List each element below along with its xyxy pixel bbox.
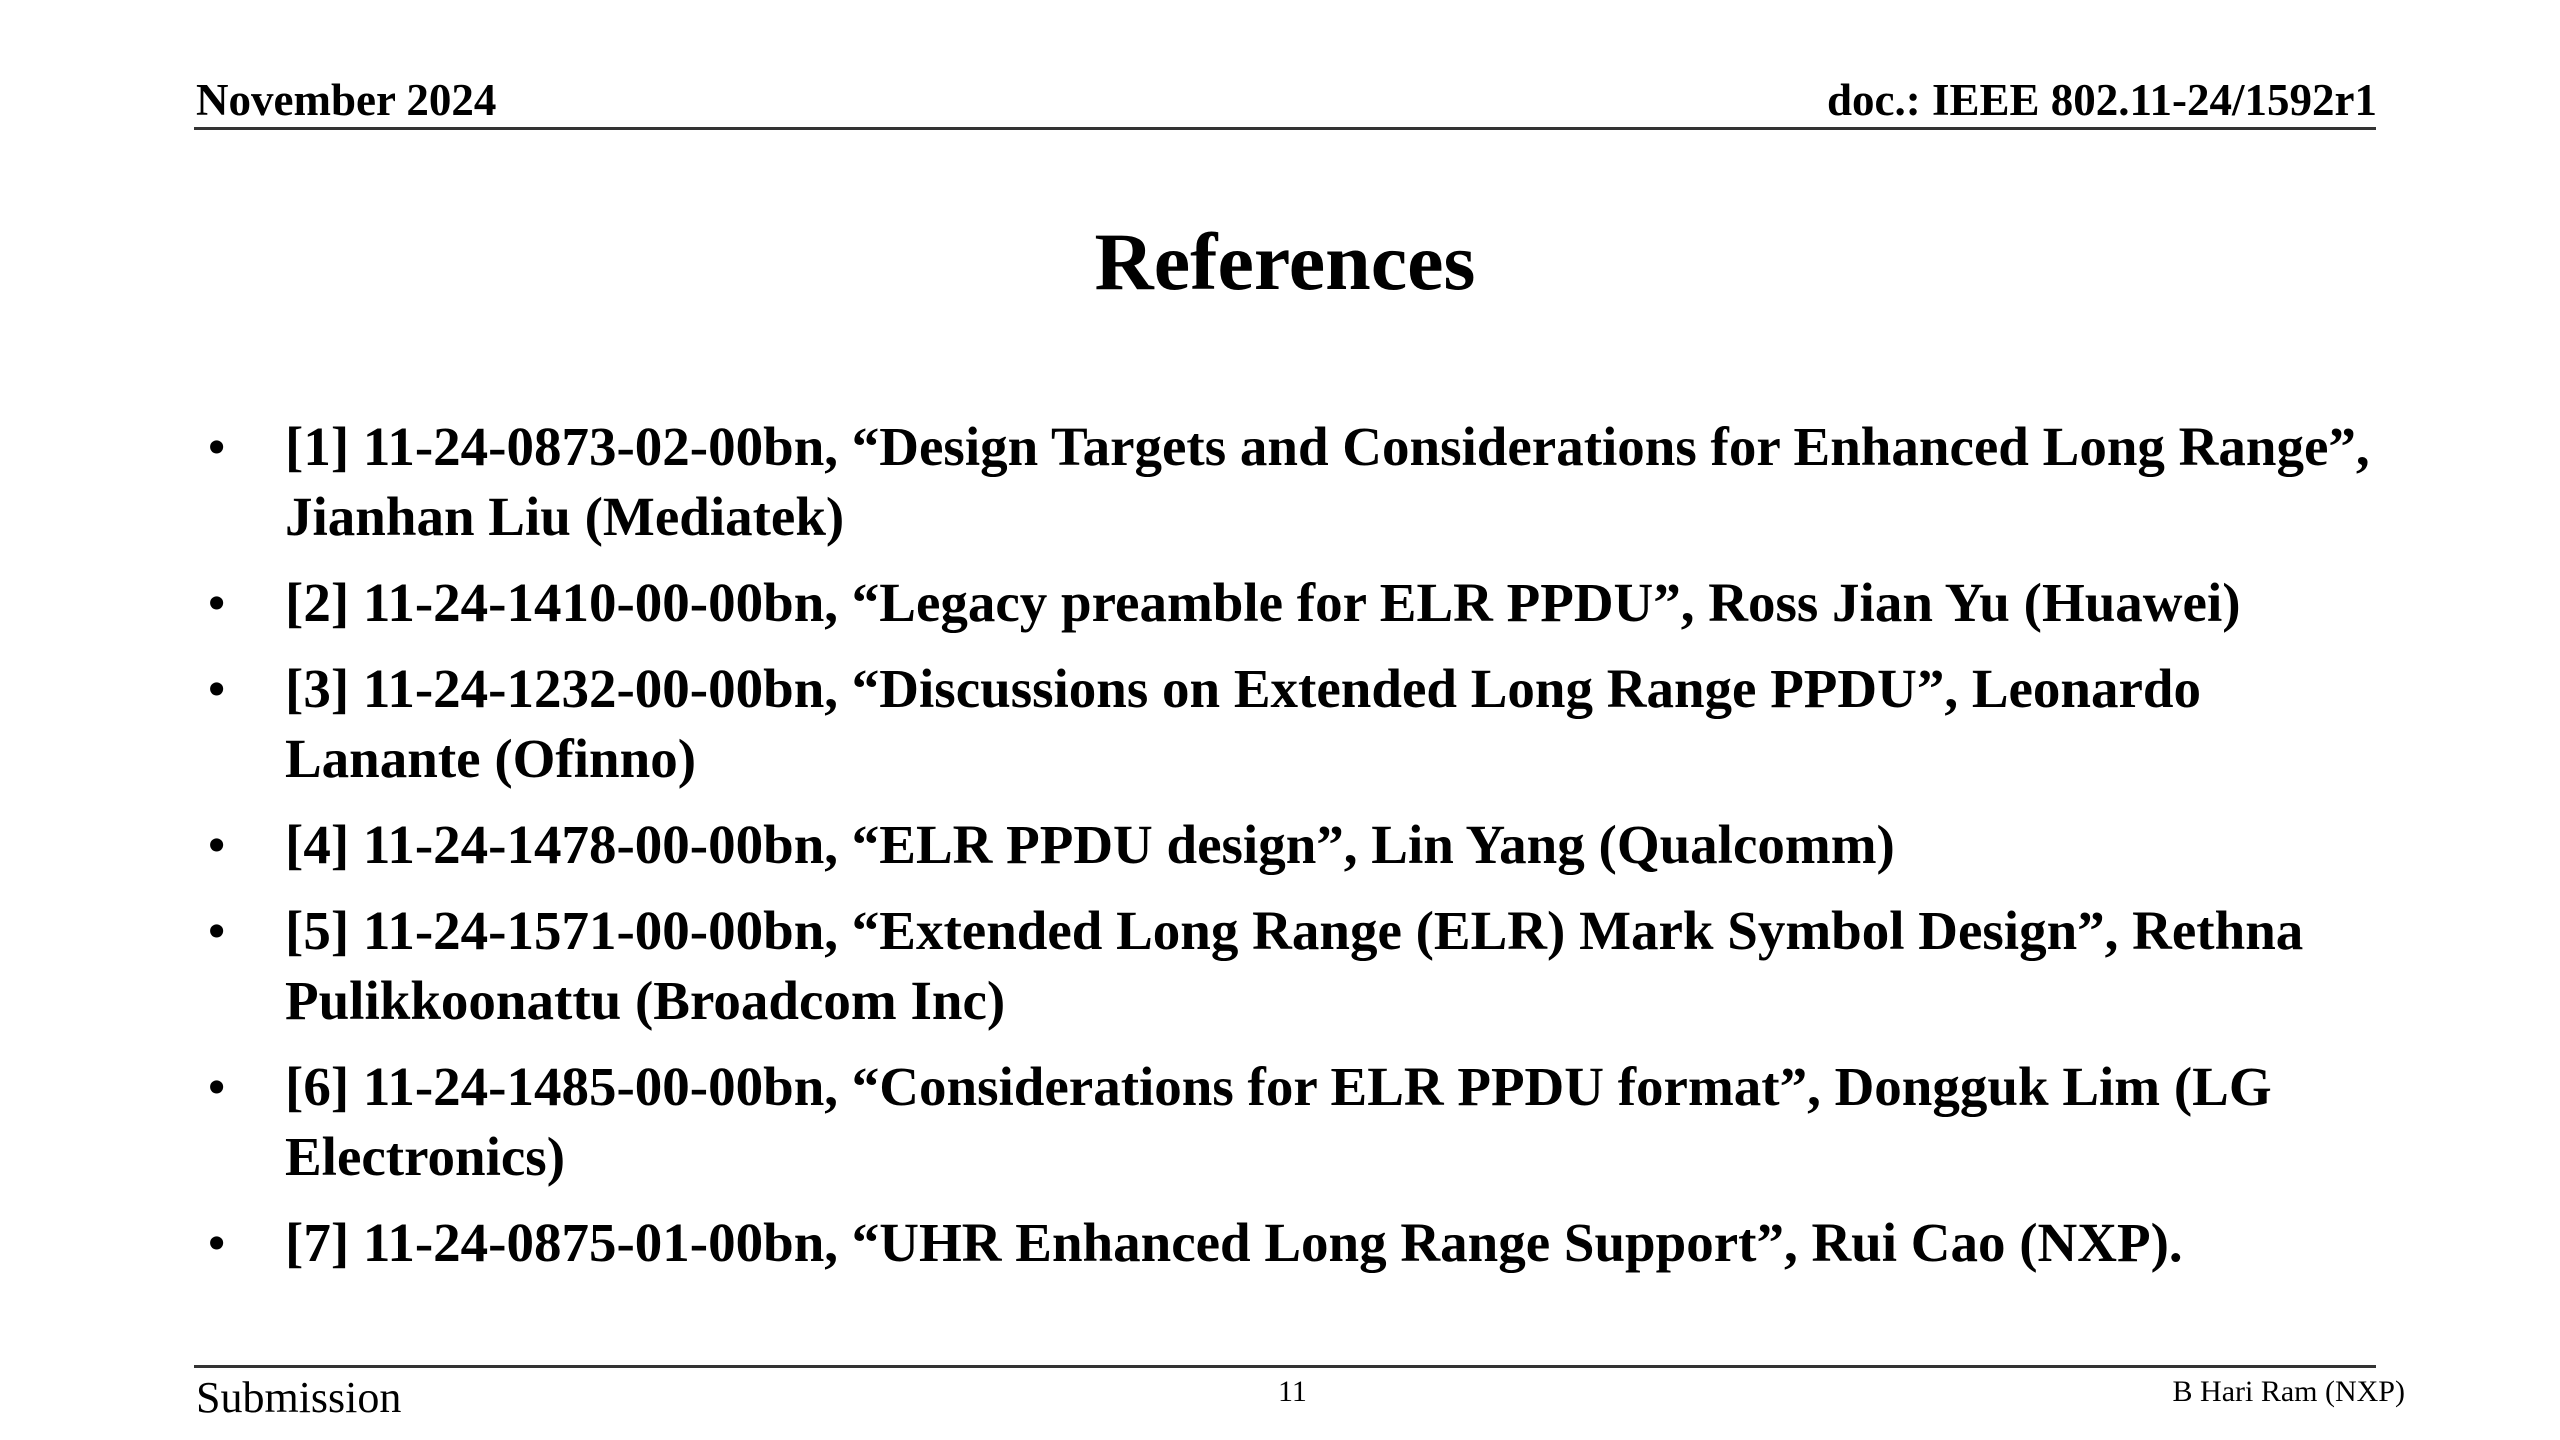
reference-text: [3] 11-24-1232-00-00bn, “Discussions on Extended Long Range PPDU”, Leonardo Lanante (Ofinno)	[285, 658, 2202, 789]
reference-item	[207, 1052, 2387, 1192]
reference-item	[207, 412, 2387, 552]
footer-submission-label: Submission	[196, 1373, 402, 1422]
reference-text: [7] 11-24-0875-01-00bn, “UHR Enhanced Long Range Support”, Rui Cao (NXP).	[285, 1212, 2183, 1273]
reference-item	[207, 1208, 2387, 1278]
header-divider	[194, 127, 2376, 130]
bullet-icon: •	[207, 900, 227, 961]
reference-text: [2] 11-24-1410-00-00bn, “Legacy preamble for ELR PPDU”, Ross Jian Yu (Huawei)	[285, 572, 2241, 633]
reference-item	[207, 810, 2387, 880]
reference-text: [5] 11-24-1571-00-00bn, “Extended Long Range (ELR) Mark Symbol Design”, Rethna Pulikkoonattu (Broadcom Inc)	[285, 900, 2304, 1031]
references-list	[207, 412, 2387, 1294]
footer-divider	[194, 1365, 2376, 1368]
header-date: November 2024	[196, 75, 497, 125]
reference-item	[207, 654, 2387, 794]
reference-text: [6] 11-24-1485-00-00bn, “Considerations for ELR PPDU format”, Dongguk Lim (LG Electronics)	[285, 1056, 2272, 1187]
bullet-icon: •	[207, 658, 227, 719]
page-number: 11	[1278, 1375, 1307, 1408]
reference-text: [4] 11-24-1478-00-00bn, “ELR PPDU design”, Lin Yang (Qualcomm)	[285, 814, 1895, 875]
bullet-icon: •	[207, 1056, 227, 1117]
bullet-icon: •	[207, 416, 227, 477]
footer-author: B Hari Ram (NXP)	[2172, 1375, 2405, 1408]
bullet-icon: •	[207, 814, 227, 875]
bullet-icon: •	[207, 572, 227, 633]
reference-item	[207, 896, 2387, 1036]
header-doc-id: doc.: IEEE 802.11-24/1592r1	[1826, 75, 2377, 125]
reference-text: [1] 11-24-0873-02-00bn, “Design Targets and Considerations for Enhanced Long Range”, Jianhan Liu (Mediatek)	[285, 416, 2370, 547]
slide-title: References	[1094, 216, 1476, 307]
bullet-icon: •	[207, 1212, 227, 1273]
reference-item	[207, 568, 2387, 638]
